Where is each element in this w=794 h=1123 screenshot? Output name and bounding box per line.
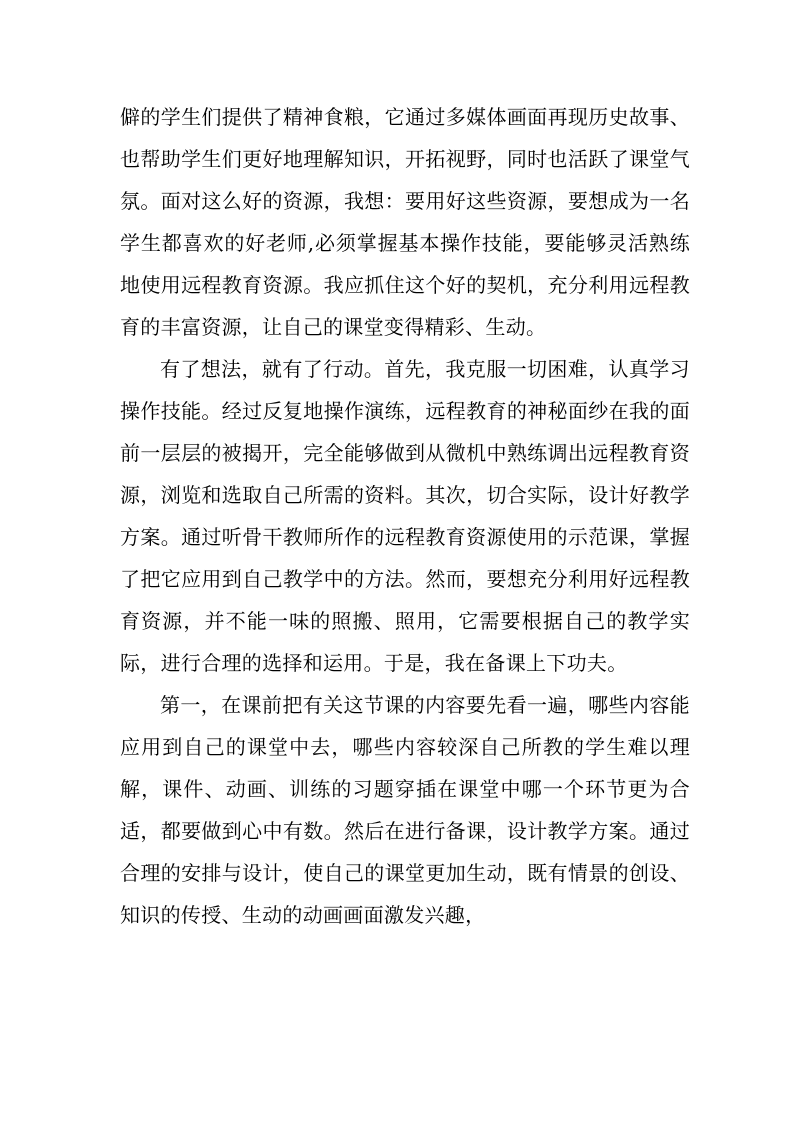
paragraph-2: 有了想法，就有了行动。首先，我克服一切困难，认真学习操作技能。经过反复地操作演练，远程教育的神秘面纱在我的面前一层层的被揭开，完全能够做到从微机中熟练调出远程教育资源，浏览和选取自己所需的资料。其次，切合实际，设计好教学方案。通过听骨干教师所作的远程教育资源使用的示范课，掌握了把它应用到自己教学中的方法。然而，要想充分利用好远程教育资源，并不能一味的照搬、照用，它需要根据自己的教学实际，进行合理的选择和运用。于是，我在备课上下功夫。 [120,357,690,675]
body-text [120,96,690,936]
paragraph-3: 第一，在课前把有关这节课的内容要先看一遍，哪些内容能应用到自己的课堂中去，哪些内容较深自己所教的学生难以理解，课件、动画、训练的习题穿插在课堂中哪一个环节更为合适，都要做到心中有数。然后在进行备课，设计教学方案。通过合理的安排与设计，使自己的课堂更加生动，既有情景的创设、知识的传授、生动的动画画面激发兴趣， [120,693,690,927]
paragraph-1: 僻的学生们提供了精神食粮，它通过多媒体画面再现历史故事、也帮助学生们更好地理解知识，开拓视野，同时也活跃了课堂气氛。面对这么好的资源，我想：要用好这些资源，要想成为一名学生都喜欢的好老师,必须掌握基本操作技能，要能够灵活熟练地使用远程教育资源。我应抓住这个好的契机，充分利用远程教育的丰富资源，让自己的课堂变得精彩、生动。 [120,105,690,339]
